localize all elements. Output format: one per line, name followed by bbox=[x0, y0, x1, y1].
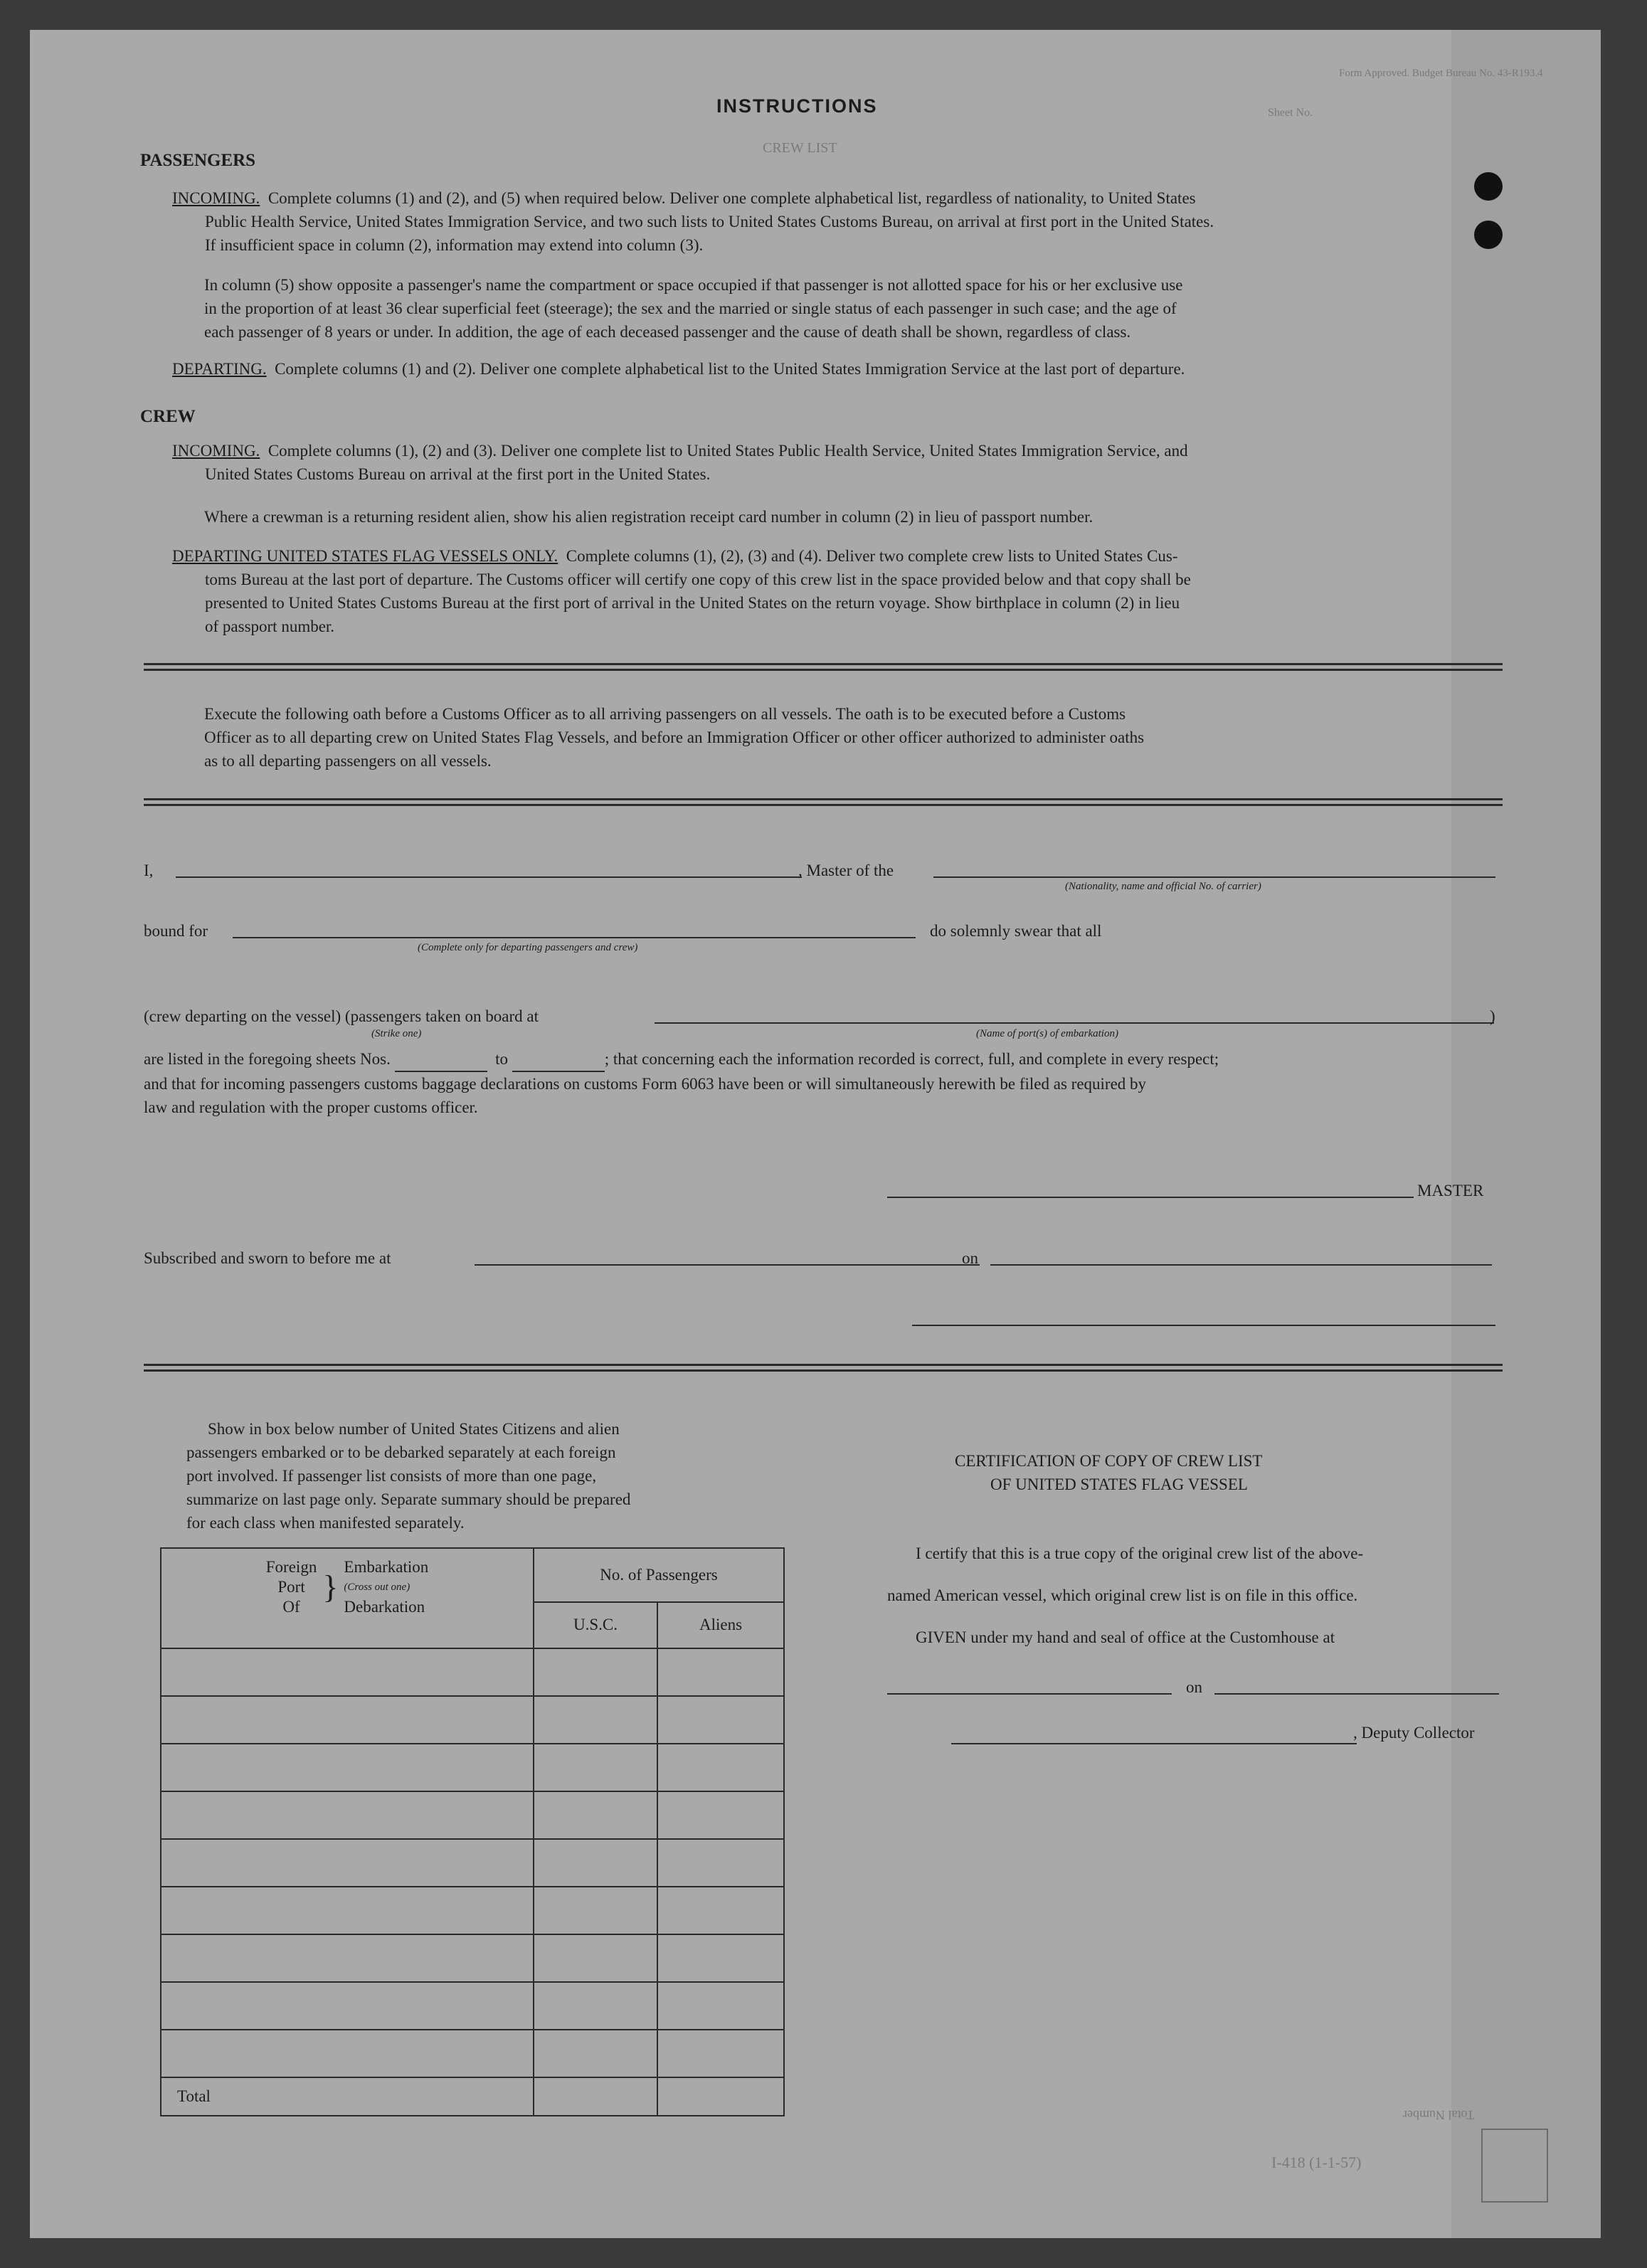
port-header-3: Of bbox=[282, 1598, 300, 1616]
aliens-cell[interactable] bbox=[657, 1887, 784, 1934]
usc-cell[interactable] bbox=[534, 1934, 657, 1982]
passengers-heading: PASSENGERS bbox=[140, 151, 256, 170]
summary-instructions-4: summarize on last page only. Separate summary should be prepared bbox=[186, 1490, 631, 1508]
crew-departing-text-2: toms Bureau at the last port of departure. The Customs officer will certify one copy of this crew list in the space provided below and that copy shall be bbox=[205, 571, 1191, 588]
passengers-departing bbox=[172, 357, 1510, 381]
oath-master-of: , Master of the bbox=[798, 862, 894, 879]
table-row bbox=[161, 2030, 784, 2077]
oath-carrier-caption: (Nationality, name and official No. of carrier) bbox=[1065, 881, 1261, 892]
port-cell[interactable] bbox=[161, 1744, 534, 1791]
table-row bbox=[161, 1887, 784, 1934]
cert-given: GIVEN under my hand and seal of office at the Customhouse at bbox=[916, 1628, 1335, 1646]
port-header-1: Foreign bbox=[265, 1558, 317, 1576]
sheet-from-field[interactable] bbox=[395, 1047, 487, 1072]
oath-i-label: I, bbox=[144, 862, 154, 879]
oath-bound-for: bound for bbox=[144, 922, 208, 940]
embarkation-label: Embarkation bbox=[344, 1558, 429, 1576]
crew-departing bbox=[172, 544, 1510, 638]
faint-form-approved: Form Approved. Budget Bureau No. 43-R193.4 bbox=[1339, 68, 1543, 79]
usc-cell[interactable] bbox=[534, 1791, 657, 1839]
certification-title bbox=[955, 1449, 1524, 1496]
divider-rule bbox=[144, 1369, 1503, 1372]
departing-text: Complete columns (1) and (2). Deliver one complete alphabetical list to the United States Immigration Service at the last port of departure. bbox=[275, 360, 1185, 378]
port-cell[interactable] bbox=[161, 2030, 534, 2077]
usc-header: U.S.C. bbox=[534, 1602, 657, 1648]
oath-listed-2: ; that concerning each the information recorded is correct, full, and complete in every respect; bbox=[604, 1050, 1219, 1068]
port-cell[interactable] bbox=[161, 1982, 534, 2030]
subscribed-on-label: on bbox=[962, 1249, 978, 1267]
table-row bbox=[161, 1744, 784, 1791]
incoming-text-1: Complete columns (1) and (2), and (5) when required below. Deliver one complete alphabetical list, regardless of nationality, to United States bbox=[268, 189, 1196, 207]
table-row bbox=[161, 1648, 784, 1696]
customhouse-field[interactable] bbox=[887, 1693, 1172, 1695]
subscribed-place-field[interactable] bbox=[475, 1264, 980, 1266]
aliens-cell[interactable] bbox=[657, 2030, 784, 2077]
oath-bound-field[interactable] bbox=[233, 937, 916, 938]
table-row bbox=[161, 1982, 784, 2030]
subscribed-label: Subscribed and sworn to before me at bbox=[144, 1249, 391, 1267]
aliens-header: Aliens bbox=[657, 1602, 784, 1648]
cert-text-2: named American vessel, which original crew list is on file in this office. bbox=[887, 1586, 1358, 1604]
form-number: I-418 (1-1-57) bbox=[1271, 2153, 1362, 2171]
oath-intro-2: Officer as to all departing crew on United States Flag Vessels, and before an Immigration Officer or other officer authorized to administer oaths bbox=[204, 728, 1145, 746]
table-row bbox=[161, 1696, 784, 1744]
cert-on-label: on bbox=[1186, 1678, 1202, 1696]
aliens-cell[interactable] bbox=[657, 1744, 784, 1791]
usc-cell[interactable] bbox=[534, 1744, 657, 1791]
usc-cell[interactable] bbox=[534, 2030, 657, 2077]
oath-intro-3: as to all departing passengers on all vessels. bbox=[204, 752, 492, 770]
closing-paren: ) bbox=[1490, 1007, 1495, 1025]
divider-rule bbox=[144, 798, 1503, 800]
page-title: INSTRUCTIONS bbox=[716, 95, 878, 117]
departing-label: DEPARTING. bbox=[172, 360, 267, 378]
oath-embark-caption: (Name of port(s) of embarkation) bbox=[976, 1028, 1118, 1039]
col5-text-2: in the proportion of at least 36 clear superficial feet (steerage); the sex and the married or single status of each passenger in such case; and the age of bbox=[204, 300, 1177, 317]
incoming-text-2: Public Health Service, United States Immigration Service, and two such lists to United States Customs Bureau, on arrival at first port in the United States. bbox=[205, 213, 1214, 230]
oath-listed-1: are listed in the foregoing sheets Nos. bbox=[144, 1050, 391, 1068]
port-cell[interactable] bbox=[161, 1696, 534, 1744]
cert-date-field[interactable] bbox=[1214, 1693, 1499, 1695]
passenger-summary-table bbox=[160, 1547, 785, 2116]
oath-crew-passengers: (crew departing on the vessel) (passengers taken on board at bbox=[144, 1007, 539, 1025]
aliens-cell[interactable] bbox=[657, 1982, 784, 2030]
aliens-cell[interactable] bbox=[657, 1934, 784, 1982]
incoming-label: INCOMING. bbox=[172, 189, 260, 207]
crew-departing-text-3: presented to United States Customs Bureau at the first port of arrival in the United States on the return voyage. Show birthplace in column (2) in lieu bbox=[205, 594, 1180, 612]
crew-alien-text: Where a crewman is a returning resident alien, show his alien registration receipt card number in column (2) in lieu of passport number. bbox=[204, 508, 1093, 526]
oath-listed-to: to bbox=[495, 1050, 508, 1068]
document-sheet bbox=[30, 30, 1601, 2238]
total-label: Total bbox=[161, 2077, 534, 2116]
divider-rule bbox=[144, 669, 1503, 671]
faint-sheet-no: Sheet No. bbox=[1268, 107, 1313, 119]
cert-text-1: I certify that this is a true copy of the original crew list of the above- bbox=[916, 1544, 1364, 1562]
port-header bbox=[161, 1548, 534, 1648]
crew-incoming-label: INCOMING. bbox=[172, 442, 260, 460]
aliens-cell[interactable] bbox=[657, 1648, 784, 1696]
aliens-cell[interactable] bbox=[657, 1791, 784, 1839]
table-row bbox=[161, 1839, 784, 1887]
total-usc-cell[interactable] bbox=[534, 2077, 657, 2116]
crew-departing-text-4: of passport number. bbox=[205, 618, 335, 635]
master-signature-field[interactable] bbox=[887, 1197, 1414, 1198]
oath-listed-4: law and regulation with the proper customs officer. bbox=[144, 1098, 478, 1116]
port-cell[interactable] bbox=[161, 1934, 534, 1982]
passengers-incoming bbox=[172, 186, 1510, 257]
oath-intro bbox=[204, 702, 1513, 773]
deputy-signature-field[interactable] bbox=[951, 1743, 1357, 1744]
total-aliens-cell[interactable] bbox=[657, 2077, 784, 2116]
port-header-2: Port bbox=[277, 1578, 305, 1596]
crew-incoming-text-1: Complete columns (1), (2) and (3). Deliver one complete list to United States Public Health Service, United States Immigration Service, and bbox=[268, 442, 1188, 460]
summary-instructions-2: passengers embarked or to be debarked separately at each foreign bbox=[186, 1443, 616, 1461]
table-row bbox=[161, 1934, 784, 1982]
table-row bbox=[161, 1791, 784, 1839]
debarkation-label: Debarkation bbox=[344, 1598, 425, 1616]
summary-instructions-5: for each class when manifested separately. bbox=[186, 1514, 465, 1532]
crew-departing-text-1: Complete columns (1), (2), (3) and (4). Deliver two complete crew lists to United States Cus- bbox=[566, 547, 1178, 565]
crew-departing-label: DEPARTING UNITED STATES FLAG VESSELS ONLY. bbox=[172, 547, 558, 565]
aliens-cell[interactable] bbox=[657, 1696, 784, 1744]
subscribed-date-field[interactable] bbox=[990, 1264, 1492, 1266]
summary-instructions bbox=[186, 1417, 777, 1535]
usc-cell[interactable] bbox=[534, 1839, 657, 1887]
oath-swear: do solemnly swear that all bbox=[930, 922, 1102, 940]
cert-title-1: CERTIFICATION OF COPY OF CREW LIST bbox=[955, 1452, 1263, 1470]
crew-incoming-text-2: United States Customs Bureau on arrival at the first port in the United States. bbox=[205, 465, 711, 483]
oath-listed-3: and that for incoming passengers customs baggage declarations on customs Form 6063 have been or will simultaneously herewith be filed as required by bbox=[144, 1075, 1147, 1093]
usc-cell[interactable] bbox=[534, 1982, 657, 2030]
incoming-text-3: If insufficient space in column (2), information may extend into column (3). bbox=[205, 236, 704, 254]
usc-cell[interactable] bbox=[534, 1648, 657, 1696]
cross-out-label: (Cross out one) bbox=[344, 1581, 411, 1593]
summary-instructions-3: port involved. If passenger list consists of more than one page, bbox=[186, 1467, 597, 1485]
passengers-column5 bbox=[204, 273, 1513, 344]
oath-strike-one: (Strike one) bbox=[371, 1028, 422, 1039]
crew-incoming bbox=[172, 439, 1510, 486]
col5-text-3: each passenger of 8 years or under. In addition, the age of each deceased passenger and the cause of death shall be shown, regardless of class. bbox=[204, 323, 1131, 341]
summary-instructions-1: Show in box below number of United States Citizens and alien bbox=[208, 1420, 620, 1438]
certification-text bbox=[887, 1542, 1513, 1649]
faint-total-number: Total Number bbox=[1403, 2108, 1475, 2122]
total-row bbox=[161, 2077, 784, 2116]
oath-name-field[interactable] bbox=[176, 876, 802, 878]
divider-rule bbox=[144, 663, 1503, 665]
oath-carrier-field[interactable] bbox=[933, 876, 1495, 878]
port-cell[interactable] bbox=[161, 1791, 534, 1839]
master-label: MASTER bbox=[1417, 1182, 1484, 1199]
port-cell[interactable] bbox=[161, 1839, 534, 1887]
brace-glyph: } bbox=[322, 1569, 339, 1605]
sheet-to-field[interactable] bbox=[512, 1047, 605, 1072]
oath-listed bbox=[144, 1047, 1510, 1119]
officer-signature-field[interactable] bbox=[912, 1325, 1495, 1326]
faint-crew-list: CREW LIST bbox=[763, 140, 837, 156]
usc-cell[interactable] bbox=[534, 1696, 657, 1744]
oath-bound-caption: (Complete only for departing passengers and crew) bbox=[418, 942, 638, 953]
crew-heading: CREW bbox=[140, 407, 196, 426]
cert-title-2: OF UNITED STATES FLAG VESSEL bbox=[990, 1475, 1248, 1493]
total-number-box bbox=[1481, 2129, 1548, 2203]
port-cell[interactable] bbox=[161, 1887, 534, 1934]
port-cell[interactable] bbox=[161, 1648, 534, 1696]
divider-rule bbox=[144, 1364, 1503, 1366]
aliens-cell[interactable] bbox=[657, 1839, 784, 1887]
no-passengers-header: No. of Passengers bbox=[534, 1548, 784, 1602]
divider-rule bbox=[144, 804, 1503, 806]
col5-text-1: In column (5) show opposite a passenger's name the compartment or space occupied if that passenger is not allotted space for his or her exclusive use bbox=[204, 276, 1183, 294]
oath-embarkation-field[interactable] bbox=[655, 1022, 1494, 1024]
oath-intro-1: Execute the following oath before a Customs Officer as to all arriving passengers on all vessels. The oath is to be executed before a Customs bbox=[204, 705, 1126, 723]
deputy-collector-label: , Deputy Collector bbox=[1353, 1724, 1475, 1742]
usc-cell[interactable] bbox=[534, 1887, 657, 1934]
